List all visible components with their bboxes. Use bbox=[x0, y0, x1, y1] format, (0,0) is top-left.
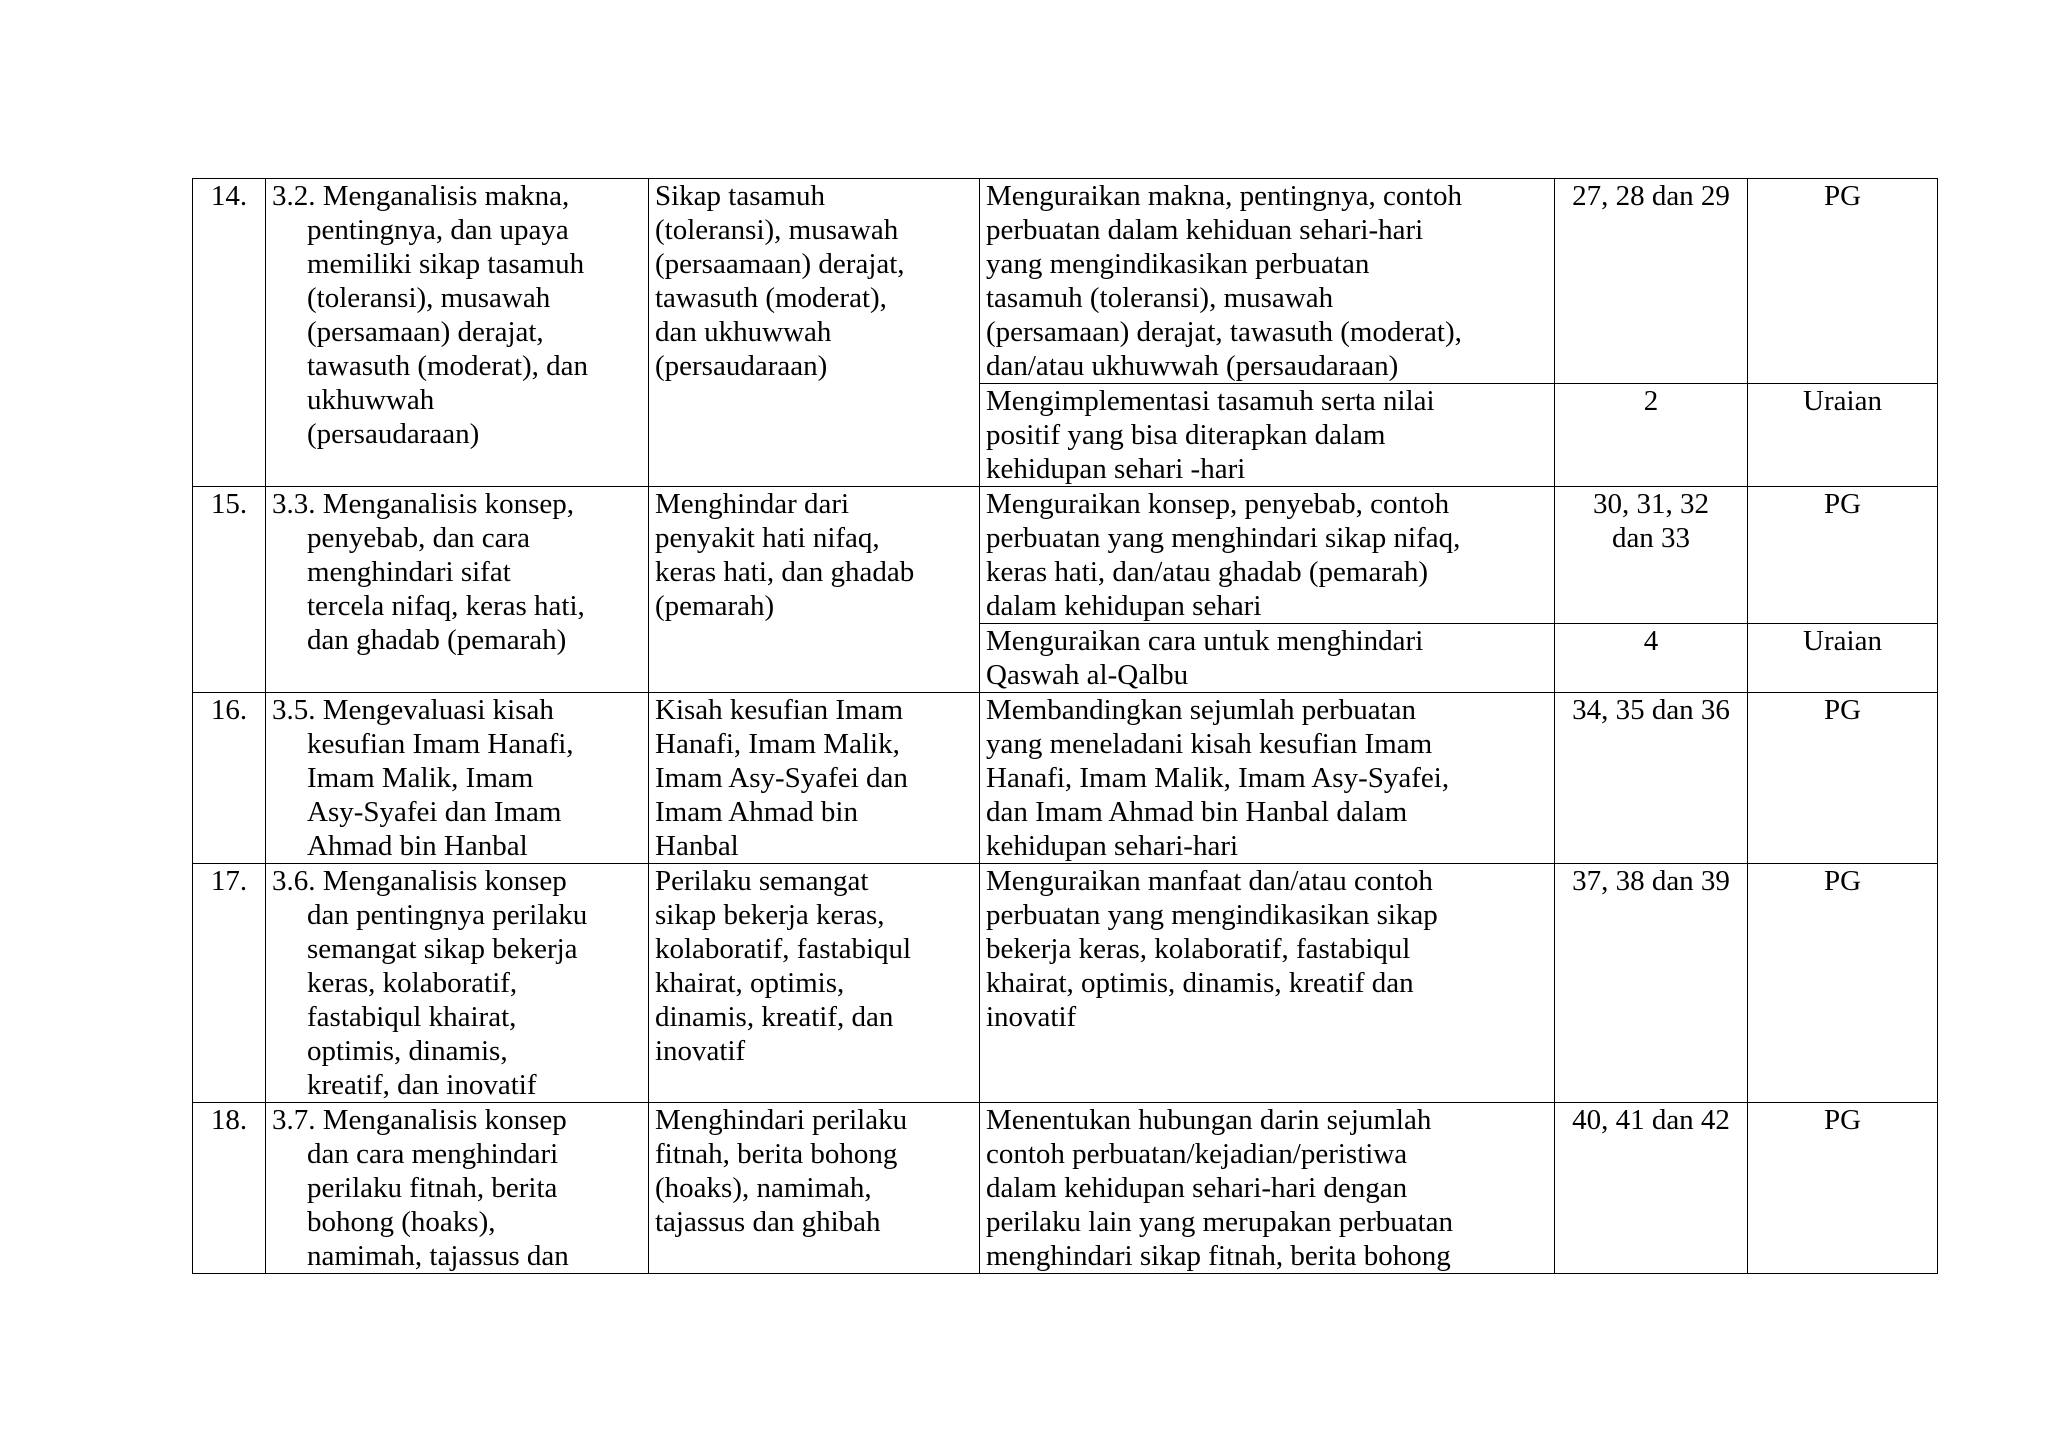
indikator-text: Menguraikan manfaat dan/atau contoh perbuatan yang mengindikasikan sikap bekerja keras, kolaboratif, fastabiqul khairat, optimis, dinamis, kreatif dan inovatif bbox=[986, 865, 1438, 1033]
materi-text: Menghindar dari penyakit hati nifaq, keras hati, dan ghadab (pemarah) bbox=[655, 488, 915, 622]
indikator-cell bbox=[980, 864, 1555, 1103]
materi-text: Sikap tasamuh (toleransi), musawah (persaamaan) derajat, tawasuth (moderat), dan ukhuwwah (persaudaraan) bbox=[655, 180, 905, 382]
materi-text: Perilaku semangat sikap bekerja keras, kolaboratif, fastabiqul khairat, optimis, dinamis, kreatif, dan inovatif bbox=[655, 865, 912, 1067]
kompetensi-dasar-text: 3.3. Menganalisis konsep, penyebab, dan cara menghindari sifat tercela nifaq, keras hati, dan ghadab (pemarah) bbox=[272, 488, 585, 656]
materi-cell bbox=[649, 693, 980, 864]
materi-text: Kisah kesufian Imam Hanafi, Imam Malik, Imam Asy-Syafei dan Imam Ahmad bin Hanbal bbox=[655, 694, 908, 862]
row-number: 14. bbox=[193, 179, 266, 487]
nomor-soal-cell bbox=[1555, 1103, 1748, 1274]
kompetensi-dasar-cell bbox=[266, 179, 649, 487]
table-row bbox=[193, 179, 1938, 384]
nomor-soal-text: 4 bbox=[1643, 625, 1659, 657]
indikator-text: Menentukan hubungan darin sejumlah contoh perbuatan/kejadian/peristiwa dalam kehidupan sehari-hari dengan perilaku lain yang merupakan perbuatan menghindari sikap fitnah, berita bohong bbox=[986, 1104, 1454, 1272]
materi-cell bbox=[649, 864, 980, 1103]
indikator-cell bbox=[980, 693, 1555, 864]
bentuk-soal-cell: PG bbox=[1748, 864, 1938, 1103]
table-row bbox=[193, 693, 1938, 864]
bentuk-soal-cell: Uraian bbox=[1748, 384, 1938, 487]
kompetensi-dasar-text: 3.5. Mengevaluasi kisah kesufian Imam Hanafi, Imam Malik, Imam Asy-Syafei dan Imam Ahmad bin Hanbal bbox=[272, 694, 574, 862]
nomor-soal-cell bbox=[1555, 864, 1748, 1103]
nomor-soal-cell bbox=[1555, 624, 1748, 693]
nomor-soal-cell bbox=[1555, 487, 1748, 624]
nomor-soal-text: 27, 28 dan 29 bbox=[1572, 180, 1730, 212]
row-number: 17. bbox=[193, 864, 266, 1103]
kompetensi-dasar-text: 3.6. Menganalisis konsep dan pentingnya perilaku semangat sikap bekerja keras, kolaboratif, fastabiqul khairat, optimis, dinamis, kreatif, dan inovatif bbox=[272, 865, 588, 1101]
table-row bbox=[193, 1103, 1938, 1274]
indikator-cell bbox=[980, 624, 1555, 693]
bentuk-soal-cell: Uraian bbox=[1748, 624, 1938, 693]
indikator-cell bbox=[980, 1103, 1555, 1274]
materi-cell bbox=[649, 487, 980, 693]
row-number: 18. bbox=[193, 1103, 266, 1274]
materi-cell bbox=[649, 179, 980, 487]
nomor-soal-text: 40, 41 dan 42 bbox=[1572, 1104, 1730, 1136]
materi-text: Menghindari perilaku fitnah, berita bohong (hoaks), namimah, tajassus dan ghibah bbox=[655, 1104, 908, 1238]
indikator-cell bbox=[980, 487, 1555, 624]
indikator-text: Mengimplementasi tasamuh serta nilai positif yang bisa diterapkan dalam kehidupan sehari -hari bbox=[986, 385, 1435, 485]
nomor-soal-text: 2 bbox=[1643, 385, 1659, 417]
nomor-soal-cell bbox=[1555, 384, 1748, 487]
bentuk-soal-cell: PG bbox=[1748, 487, 1938, 624]
row-number: 15. bbox=[193, 487, 266, 693]
indikator-text: Menguraikan cara untuk menghindari Qaswah al-Qalbu bbox=[986, 625, 1424, 691]
nomor-soal-cell bbox=[1555, 693, 1748, 864]
kompetensi-dasar-cell bbox=[266, 487, 649, 693]
kompetensi-dasar-text: 3.7. Menganalisis konsep dan cara menghindari perilaku fitnah, berita bohong (hoaks), namimah, tajassus dan bbox=[272, 1104, 569, 1272]
table-row bbox=[193, 487, 1938, 624]
bentuk-soal-cell: PG bbox=[1748, 693, 1938, 864]
table-row bbox=[193, 864, 1938, 1103]
nomor-soal-text: 37, 38 dan 39 bbox=[1572, 865, 1730, 897]
kompetensi-dasar-cell bbox=[266, 693, 649, 864]
kompetensi-dasar-cell bbox=[266, 1103, 649, 1274]
nomor-soal-cell bbox=[1555, 179, 1748, 384]
nomor-soal-text: 30, 31, 32 dan 33 bbox=[1593, 488, 1709, 554]
indikator-cell bbox=[980, 384, 1555, 487]
materi-cell bbox=[649, 1103, 980, 1274]
bentuk-soal-cell: PG bbox=[1748, 1103, 1938, 1274]
kompetensi-dasar-cell bbox=[266, 864, 649, 1103]
kompetensi-dasar-text: 3.2. Menganalisis makna, pentingnya, dan upaya memiliki sikap tasamuh (toleransi), musawah (persamaan) derajat, tawasuth (moderat), dan ukhuwwah (persaudaraan) bbox=[272, 180, 589, 450]
row-number: 16. bbox=[193, 693, 266, 864]
indikator-cell bbox=[980, 179, 1555, 384]
indikator-text: Membandingkan sejumlah perbuatan yang meneladani kisah kesufian Imam Hanafi, Imam Malik, Imam Asy-Syafei, dan Imam Ahmad bin Hanbal dalam kehidupan sehari-hari bbox=[986, 694, 1450, 862]
nomor-soal-text: 34, 35 dan 36 bbox=[1572, 694, 1730, 726]
indikator-text: Menguraikan konsep, penyebab, contoh perbuatan yang menghindari sikap nifaq, keras hati, dan/atau ghadab (pemarah) dalam kehidupan sehari bbox=[986, 488, 1461, 622]
indikator-text: Menguraikan makna, pentingnya, contoh perbuatan dalam kehiduan sehari-hari yang mengindikasikan perbuatan tasamuh (toleransi), musawah (persamaan) derajat, tawasuth (moderat), dan/atau ukhuwwah (persaudaraan) bbox=[986, 180, 1462, 382]
bentuk-soal-cell: PG bbox=[1748, 179, 1938, 384]
kisi-kisi-table bbox=[192, 178, 1938, 1274]
